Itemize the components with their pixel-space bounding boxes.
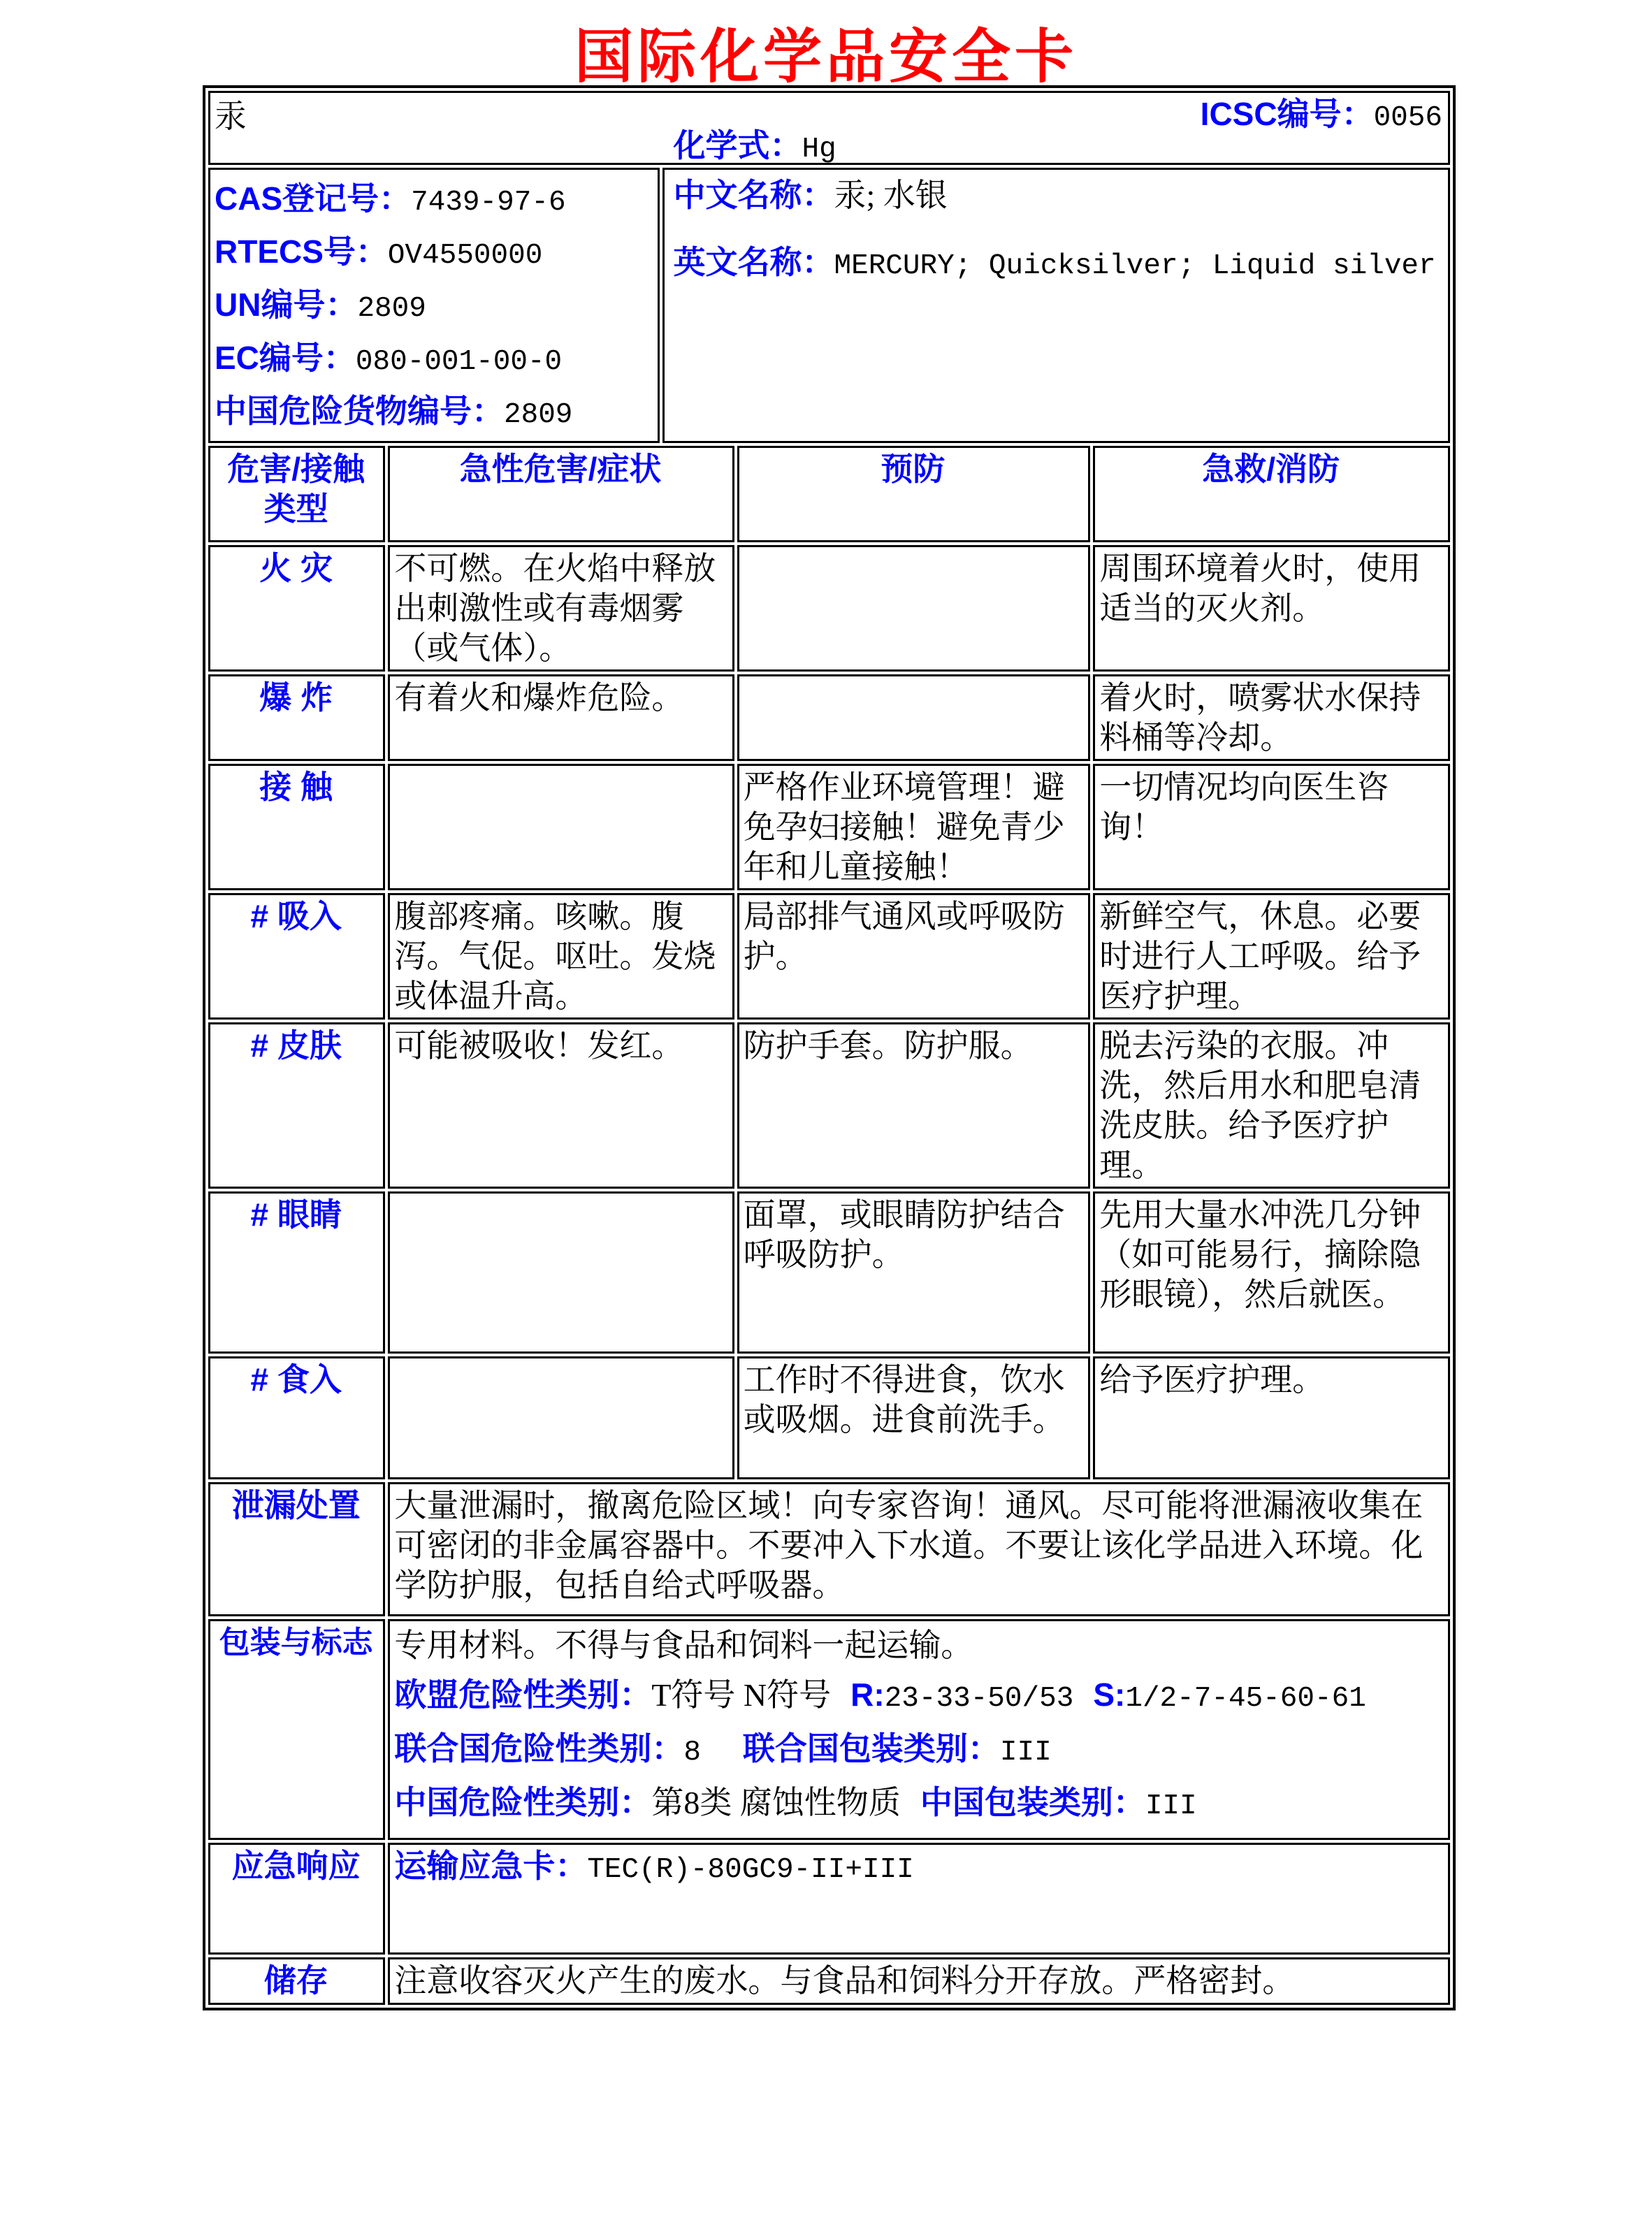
formula-label: 化学式： (673, 127, 802, 164)
prevention-cell: 工作时不得进食，饮水或吸烟。进食前洗手。 (737, 1356, 1091, 1479)
hazard-row-inhalation (208, 893, 1450, 1020)
rtecs-label: RTECS号： (215, 233, 388, 270)
spillage-text: 大量泄漏时，撤离危险区域！向专家咨询！通风。尽可能将泄漏液收集在可密闭的非金属容器中。不要冲入下水道。不要让该化学品进入环境。化学防护服，包括自给式呼吸器。 (388, 1482, 1450, 1616)
packaging-line-material: 专用材料。不得与食品和饲料一起运输。 (394, 1628, 973, 1663)
packaging-line-cn (394, 1783, 1442, 1827)
hazard-type-label: # 食入 (208, 1356, 385, 1479)
identifier-block (215, 171, 652, 440)
formula-value: Hg (802, 133, 836, 166)
s-phrases-label: S: (1093, 1676, 1126, 1713)
header-firstaid: 急救/消防 (1093, 446, 1450, 542)
storage-row (208, 1957, 1450, 2005)
packaging-line-un (394, 1729, 1442, 1773)
hazard-row-explosion (208, 674, 1450, 761)
identifier-line-rtecs (215, 227, 652, 280)
symptoms-cell: 不可燃。在火焰中释放出刺激性或有毒烟雾（或气体）。 (388, 545, 734, 672)
un-class-label: 联合国危险性类别： (394, 1730, 684, 1767)
symptoms-cell (388, 764, 734, 890)
hazard-type-label: 接 触 (208, 764, 385, 890)
symptoms-cell: 可能被吸收！发红。 (388, 1022, 734, 1189)
s-phrases-value: 1/2-7-45-60-61 (1125, 1683, 1366, 1715)
firstaid-cell: 着火时，喷雾状水保持料桶等冷却。 (1093, 674, 1450, 761)
emergency-label: 应急响应 (208, 1843, 385, 1955)
identifier-line-ec (215, 333, 652, 386)
cn-dg-value: 2809 (504, 399, 573, 431)
r-phrases-label: R: (850, 1676, 885, 1713)
formula-line (673, 126, 836, 170)
un-pack-value: III (999, 1737, 1052, 1769)
identifier-line-cas (215, 174, 652, 227)
english-name-label: 英文名称： (673, 244, 834, 280)
ec-label: EC编号： (215, 340, 356, 376)
firstaid-cell: 先用大量水冲洗几分钟（如可能易行，摘除隐形眼镜），然后就医。 (1093, 1191, 1450, 1354)
ec-value: 080-001-00-0 (355, 346, 563, 378)
prevention-cell: 严格作业环境管理！避免孕妇接触！避免青少年和儿童接触！ (737, 764, 1091, 890)
transport-card-label: 运输应急卡： (394, 1848, 588, 1884)
icsc-number-value: 0056 (1373, 102, 1442, 134)
firstaid-cell: 新鲜空气，休息。必要时进行人工呼吸。给予医疗护理。 (1093, 893, 1450, 1020)
firstaid-cell: 给予医疗护理。 (1093, 1356, 1450, 1479)
hazard-type-label: # 吸入 (208, 893, 385, 1020)
emergency-row (208, 1843, 1450, 1955)
prevention-cell: 防护手套。防护服。 (737, 1022, 1091, 1189)
prevention-cell: 面罩，或眼睛防护结合呼吸防护。 (737, 1191, 1091, 1354)
names-cell (662, 127, 1450, 443)
icsc-number (1201, 94, 1442, 138)
chinese-name-value: 汞; 水银 (834, 177, 948, 213)
substance-name: 汞 (215, 99, 247, 134)
un-pack-label: 联合国包装类别： (742, 1730, 1000, 1767)
storage-label: 储存 (208, 1957, 385, 2005)
hazard-type-label: # 皮肤 (208, 1022, 385, 1189)
hazard-row-exposure (208, 764, 1450, 890)
hazard-type-label: 火 灾 (208, 545, 385, 672)
identifier-line-un (215, 280, 652, 333)
packaging-row (208, 1619, 1450, 1840)
hazard-row-skin (208, 1022, 1450, 1189)
firstaid-cell: 周围环境着火时，使用适当的灭火剂。 (1093, 545, 1450, 672)
firstaid-cell: 一切情况均向医生咨询！ (1093, 764, 1450, 890)
un-value: 2809 (357, 293, 426, 325)
symptoms-cell: 有着火和爆炸危险。 (388, 674, 734, 761)
icsc-card-table (203, 85, 1456, 2010)
un-class-value: 8 (683, 1737, 701, 1769)
identifier-line-cn-dg (215, 386, 652, 440)
identifiers-cell (208, 168, 660, 443)
spillage-label: 泄漏处置 (208, 1482, 385, 1616)
storage-text: 注意收容灭火产生的废水。与食品和饲料分开存放。严格密封。 (388, 1957, 1450, 2005)
prevention-cell: 局部排气通风或呼吸防护。 (737, 893, 1091, 1020)
cn-class-label: 中国危险性类别： (394, 1784, 652, 1820)
english-name-line (673, 242, 1435, 287)
cn-class-value: 第8类 腐蚀性物质 (651, 1785, 901, 1820)
firstaid-cell: 脱去污染的衣服。冲洗，然后用水和肥皂清洗皮肤。给予医疗护理。 (1093, 1022, 1450, 1189)
transport-card-value: TEC(R)-80GC9-II+III (587, 1854, 914, 1886)
eu-class-label: 欧盟危险性类别： (394, 1676, 652, 1713)
header-hazard-type-line2: 类型 (263, 491, 328, 527)
prevention-cell (737, 545, 1091, 672)
header-hazard-type-line1: 危害/接触 (227, 451, 365, 487)
r-phrases-value: 23-33-50/53 (884, 1683, 1074, 1715)
icsc-number-label: ICSC编号： (1200, 96, 1374, 132)
packaging-line-eu (394, 1675, 1442, 1719)
spillage-row (208, 1482, 1450, 1616)
cn-pack-value: III (1145, 1790, 1197, 1822)
header-symptoms: 急性危害/症状 (388, 446, 734, 542)
cn-dg-label: 中国危险货物编号： (215, 393, 504, 429)
english-name-value: MERCURY; Quicksilver; Liquid silver (834, 250, 1436, 282)
cas-label: CAS登记号： (215, 180, 412, 217)
rtecs-value: OV4550000 (387, 240, 543, 272)
cas-value: 7439-97-6 (411, 187, 566, 219)
hazard-type-label: # 眼睛 (208, 1191, 385, 1354)
hazard-row-ingestion (208, 1356, 1450, 1479)
hazard-type-label: 爆 炸 (208, 674, 385, 761)
emergency-cell (388, 1843, 1450, 1955)
eu-class-value: T符号 N符号 (651, 1677, 832, 1713)
symptoms-cell (388, 1356, 734, 1479)
header-hazard-type (208, 446, 385, 542)
chinese-name-label: 中文名称： (673, 177, 834, 213)
packaging-label: 包装与标志 (208, 1619, 385, 1840)
packaging-cell (388, 1619, 1450, 1840)
symptoms-cell: 腹部疼痛。咳嗽。腹泻。气促。呕吐。发烧或体温升高。 (388, 893, 734, 1020)
header-prevention: 预防 (737, 446, 1091, 542)
prevention-cell (737, 674, 1091, 761)
hazard-row-fire (208, 545, 1450, 672)
page-title: 国际化学品安全卡 (574, 24, 1078, 89)
cn-pack-label: 中国包装类别： (920, 1784, 1145, 1820)
hazard-row-eyes (208, 1191, 1450, 1354)
un-label: UN编号： (215, 287, 358, 323)
symptoms-cell (388, 1191, 734, 1354)
chinese-name-line (673, 175, 947, 215)
